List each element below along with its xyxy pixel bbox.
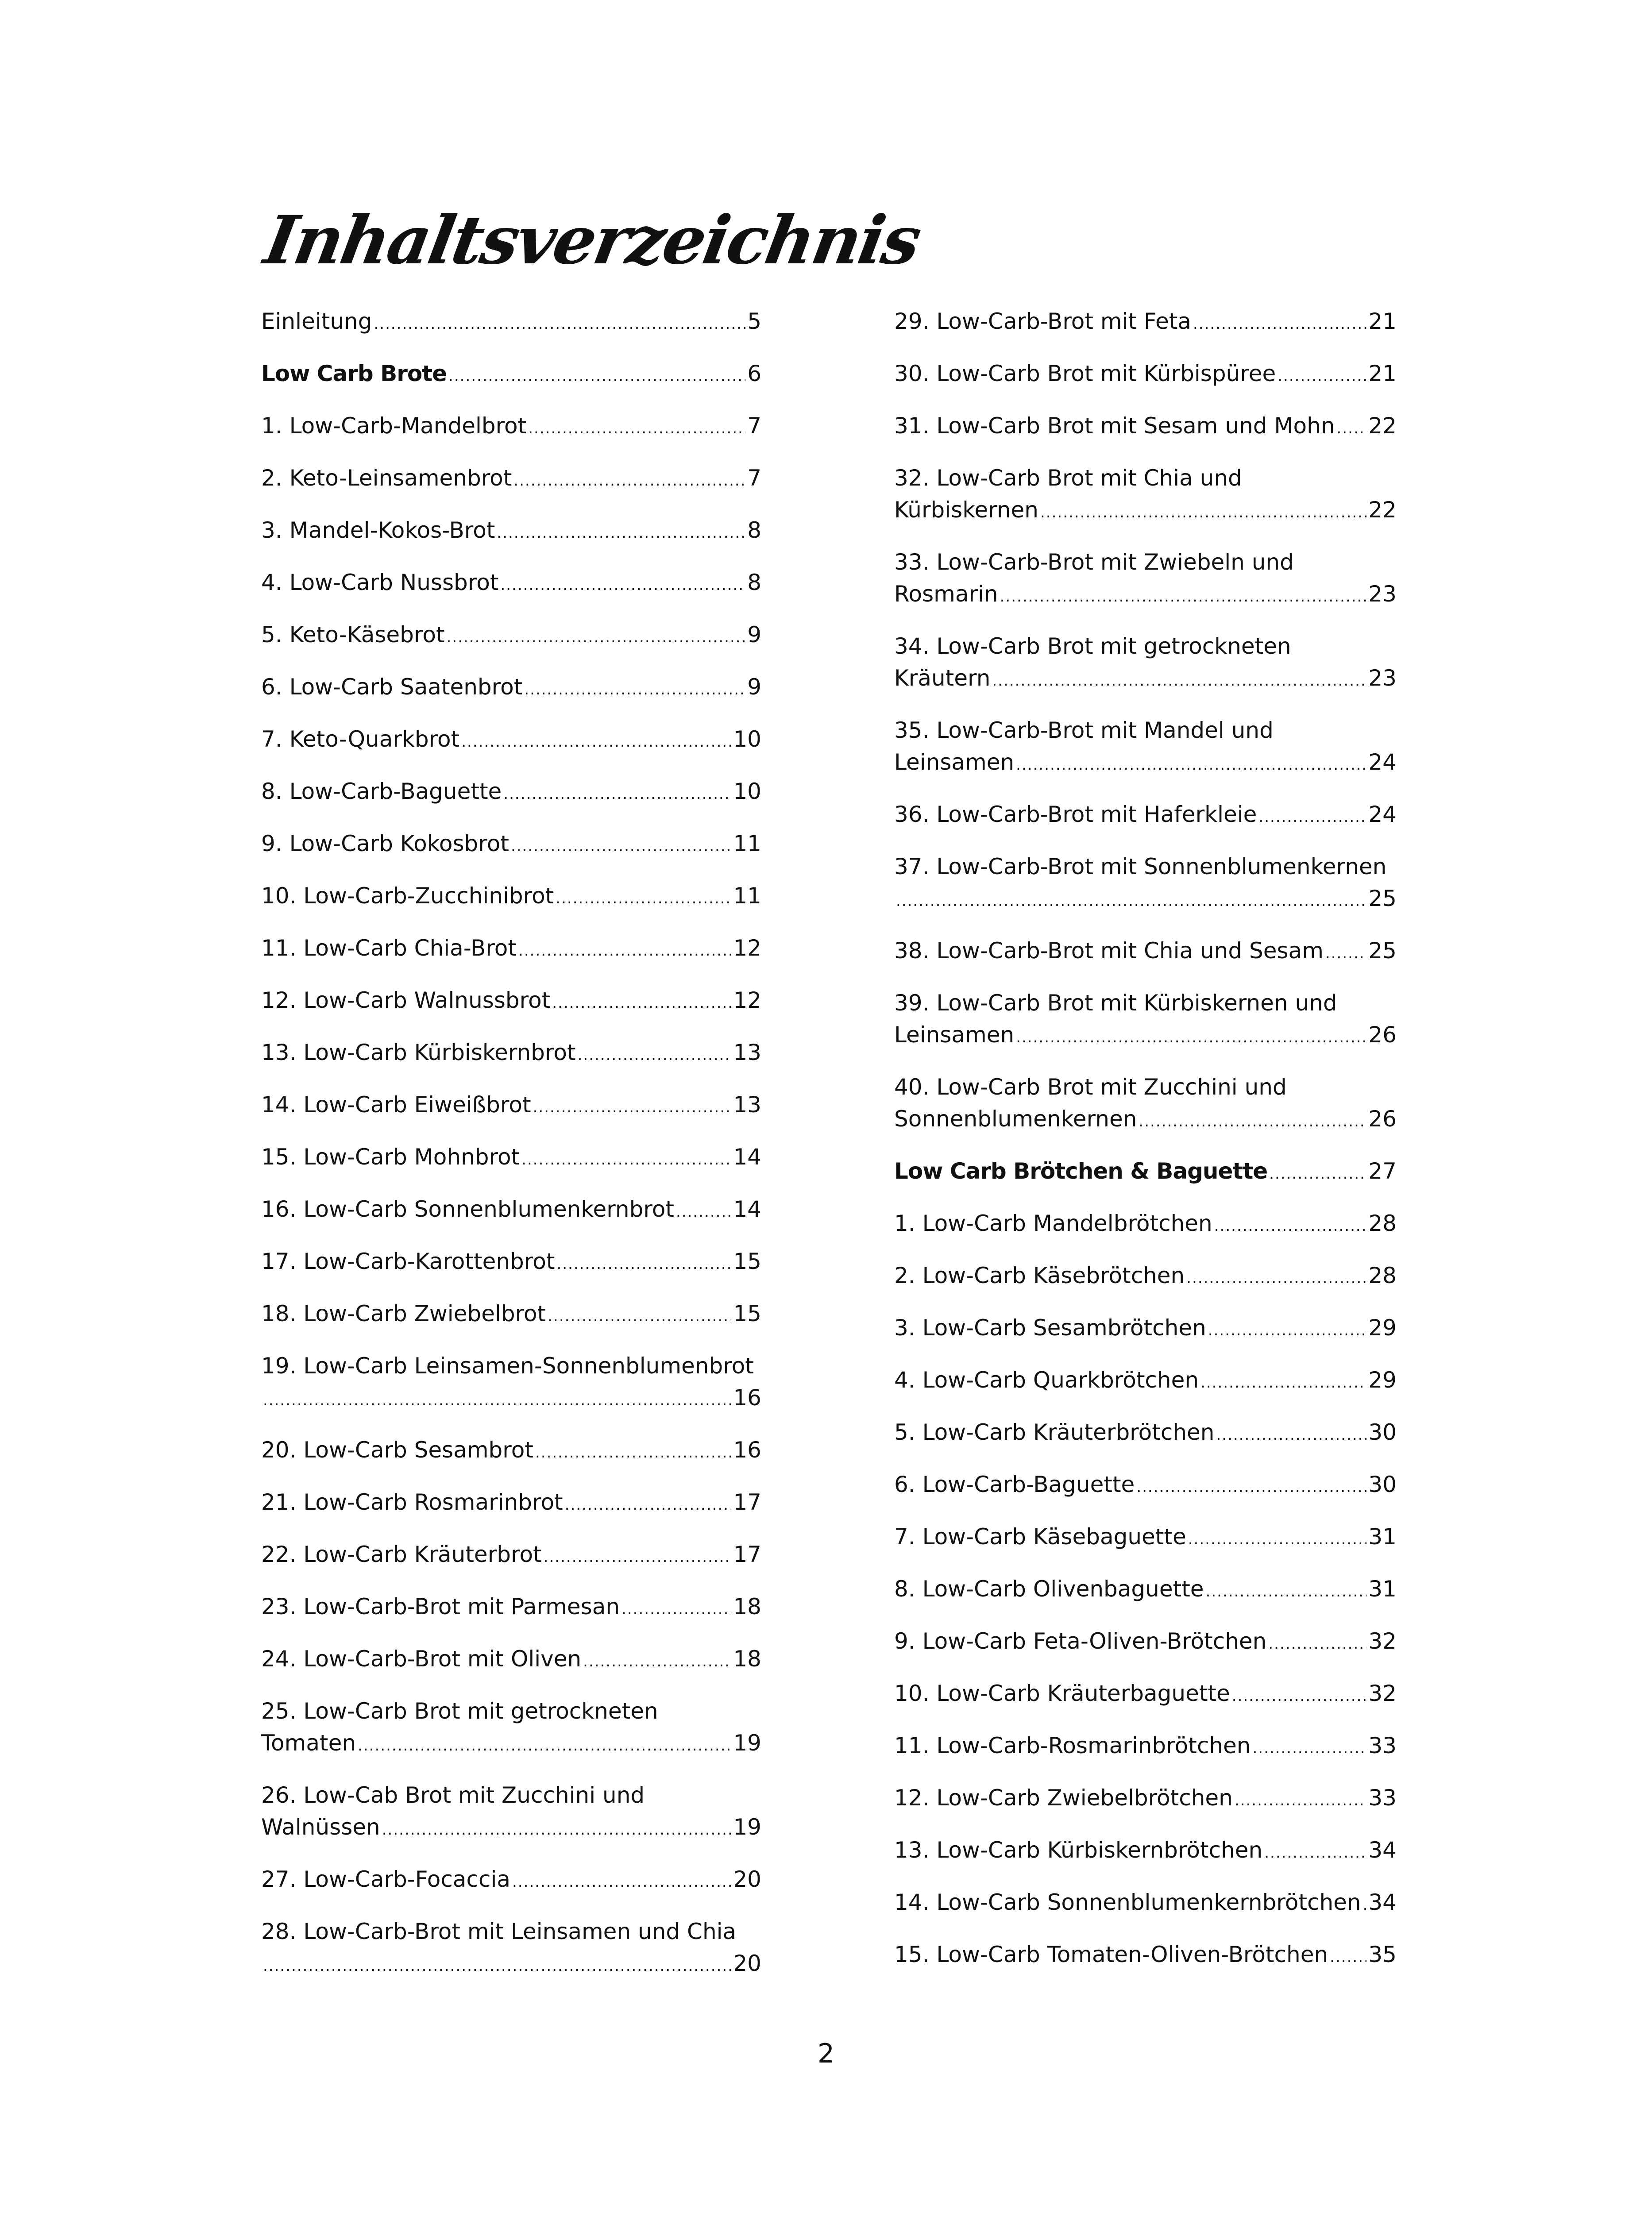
toc-entry[interactable] <box>261 723 761 758</box>
toc-entry-page: 35 <box>1368 1942 1397 1967</box>
toc-entry-title-line: 32. Low-Carb Brot mit Chia und <box>894 465 1242 491</box>
dot-leader <box>556 883 731 914</box>
toc-entry[interactable] <box>894 410 1397 444</box>
toc-entry-page: 26 <box>1368 1106 1397 1132</box>
dot-leader <box>544 1541 732 1573</box>
toc-entry-page: 31 <box>1368 1576 1397 1602</box>
toc-entry[interactable] <box>261 410 761 444</box>
toc-entry-label: Leinsamen <box>894 1022 1015 1048</box>
toc-entry[interactable] <box>261 305 761 340</box>
toc-entry-label: 20. Low-Carb Sesambrot <box>261 1437 533 1463</box>
toc-entry[interactable] <box>261 880 761 914</box>
toc-entry-page: 21 <box>1368 361 1397 386</box>
toc-entry[interactable] <box>261 1037 761 1071</box>
toc-entry[interactable] <box>261 1486 761 1521</box>
dot-leader <box>548 1300 731 1332</box>
dot-leader <box>513 465 745 497</box>
toc-entry-page: 34 <box>1368 1889 1397 1915</box>
toc-entry-page: 17 <box>733 1542 761 1567</box>
dot-leader <box>1278 360 1366 392</box>
toc-entry-page: 22 <box>1368 497 1397 523</box>
dot-leader <box>896 885 1366 917</box>
dot-leader <box>374 308 745 340</box>
toc-entry-label: Kräutern <box>894 665 991 691</box>
dot-leader <box>1235 1785 1367 1816</box>
dot-leader <box>565 1489 732 1521</box>
dot-leader <box>992 665 1366 697</box>
toc-entry-label: 24. Low-Carb-Brot mit Oliven <box>261 1646 582 1672</box>
dot-leader <box>1269 1158 1366 1190</box>
dot-leader <box>1206 1576 1367 1608</box>
toc-entry[interactable] <box>261 1434 761 1469</box>
toc-entry-title-line: 28. Low-Carb-Brot mit Leinsamen und Chia <box>261 1919 737 1944</box>
dot-leader <box>524 674 745 706</box>
toc-entry-page: 32 <box>1368 1681 1397 1706</box>
toc-entry-page: 6 <box>747 361 761 386</box>
toc-entry[interactable] <box>894 1677 1397 1712</box>
toc-entry-page: 28 <box>1368 1263 1397 1288</box>
toc-entry[interactable] <box>894 1071 1397 1137</box>
toc-entry-label: 3. Mandel-Kokos-Brot <box>261 517 495 543</box>
toc-entry[interactable] <box>261 1298 761 1332</box>
toc-entry-title-line: 39. Low-Carb Brot mit Kürbiskernen und <box>894 990 1337 1016</box>
toc-entry-label: 29. Low-Carb-Brot mit Feta <box>894 308 1191 334</box>
toc-entry-page: 7 <box>747 413 761 439</box>
toc-entry-label: 4. Low-Carb Nussbrot <box>261 570 499 595</box>
toc-entry[interactable] <box>261 1643 761 1677</box>
toc-entry-label: Low Carb Brötchen & Baguette <box>894 1158 1268 1184</box>
toc-entry-label: 4. Low-Carb Quarkbrötchen <box>894 1367 1199 1393</box>
toc-entry-page: 24 <box>1368 802 1397 827</box>
toc-section-heading[interactable] <box>261 358 761 392</box>
page-title: Inhaltsverzeichnis <box>259 201 926 279</box>
toc-entry-page: 12 <box>733 987 761 1013</box>
page-number: 2 <box>817 2038 835 2069</box>
toc-entry-label: 38. Low-Carb-Brot mit Chia und Sesam <box>894 938 1324 964</box>
toc-entry[interactable] <box>261 775 761 810</box>
toc-entry[interactable] <box>261 1141 761 1176</box>
toc-entry-page: 23 <box>1368 581 1397 607</box>
dot-leader <box>1188 1523 1367 1555</box>
toc-entry-page: 13 <box>733 1092 761 1118</box>
toc-entry-page: 28 <box>1368 1211 1397 1236</box>
dot-leader <box>358 1730 731 1762</box>
dot-leader <box>552 987 731 1019</box>
toc-entry-label: 9. Low-Carb Kokosbrot <box>261 831 509 856</box>
toc-entry[interactable] <box>261 1089 761 1123</box>
toc-entry-label: Sonnenblumenkernen <box>894 1106 1137 1132</box>
dot-leader <box>1268 1628 1366 1660</box>
toc-entry-label: 15. Low-Carb Tomaten-Oliven-Brötchen <box>894 1942 1328 1967</box>
toc-entry[interactable] <box>261 1695 761 1762</box>
toc-entry-page: 8 <box>747 570 761 595</box>
toc-entry-label: 17. Low-Carb-Karottenbrot <box>261 1249 555 1274</box>
dot-leader <box>1016 749 1366 781</box>
toc-entry-page: 33 <box>1368 1733 1397 1758</box>
toc-entry-page: 32 <box>1368 1628 1397 1654</box>
dot-leader <box>1139 1106 1366 1137</box>
dot-leader <box>1252 1732 1366 1764</box>
dot-leader <box>1193 308 1366 340</box>
toc-entry[interactable] <box>894 1730 1397 1764</box>
toc-entry-page: 19 <box>733 1730 761 1756</box>
dot-leader <box>500 569 745 601</box>
toc-entry-page: 31 <box>1368 1524 1397 1550</box>
toc-entry-page: 19 <box>733 1814 761 1840</box>
dot-leader <box>1040 497 1366 528</box>
dot-leader <box>448 360 745 392</box>
dot-leader <box>533 1091 732 1123</box>
dot-leader <box>512 1866 731 1898</box>
toc-entry[interactable] <box>894 1364 1397 1399</box>
toc-entry[interactable] <box>894 1312 1397 1346</box>
toc-entry[interactable] <box>261 567 761 601</box>
toc-entry-label: 5. Keto-Käsebrot <box>261 622 445 648</box>
toc-entry[interactable] <box>894 935 1397 969</box>
dot-leader <box>518 935 731 967</box>
dot-leader <box>1000 581 1367 613</box>
toc-entry-title-line: 40. Low-Carb Brot mit Zucchini und <box>894 1074 1287 1100</box>
dot-leader <box>447 621 746 653</box>
toc-entry[interactable] <box>261 1245 761 1280</box>
dot-leader <box>528 413 745 444</box>
toc-entry-page: 16 <box>733 1385 761 1411</box>
toc-entry-label: 7. Low-Carb Käsebaguette <box>894 1524 1186 1550</box>
toc-entry-page: 26 <box>1368 1022 1397 1048</box>
dot-leader <box>1186 1262 1366 1294</box>
toc-entry-page: 11 <box>733 831 761 856</box>
toc-entry[interactable] <box>894 987 1397 1053</box>
toc-entry-label: 13. Low-Carb Kürbiskernbrötchen <box>894 1837 1263 1863</box>
dot-leader <box>583 1646 731 1677</box>
toc-entry-page: 24 <box>1368 749 1397 775</box>
toc-entry[interactable] <box>894 1260 1397 1294</box>
toc-entry-label: 11. Low-Carb-Rosmarinbrötchen <box>894 1733 1251 1758</box>
toc-entry-page: 13 <box>733 1040 761 1065</box>
toc-entry-label: Leinsamen <box>894 749 1015 775</box>
toc-entry[interactable] <box>261 1916 761 1982</box>
toc-entry-label: 27. Low-Carb-Focaccia <box>261 1866 511 1892</box>
dot-leader <box>535 1437 731 1469</box>
toc-entry-page: 29 <box>1368 1315 1397 1341</box>
toc-entry[interactable] <box>894 305 1397 340</box>
toc-entry[interactable] <box>894 1939 1397 1973</box>
toc-entry-label: 9. Low-Carb Feta-Oliven-Brötchen <box>894 1628 1267 1654</box>
toc-entry-title-line: 34. Low-Carb Brot mit getrockneten <box>894 633 1291 659</box>
dot-leader <box>511 830 731 862</box>
toc-entry[interactable] <box>261 619 761 653</box>
toc-entry[interactable] <box>894 851 1397 917</box>
toc-entry[interactable] <box>894 358 1397 392</box>
dot-leader <box>1363 1889 1367 1921</box>
toc-entry-page: 8 <box>747 517 761 543</box>
toc-entry-page: 23 <box>1368 665 1397 691</box>
dot-leader <box>1264 1837 1366 1869</box>
dot-leader <box>1214 1210 1367 1242</box>
toc-entry[interactable] <box>894 1469 1397 1503</box>
toc-entry-title-line: 19. Low-Carb Leinsamen-Sonnenblumenbrot <box>261 1353 754 1379</box>
dot-leader <box>382 1814 732 1846</box>
toc-entry-label: 6. Low-Carb Saatenbrot <box>261 674 523 700</box>
toc-entry-label: 21. Low-Carb Rosmarinbrot <box>261 1489 563 1515</box>
toc-entry-label: 15. Low-Carb Mohnbrot <box>261 1144 520 1170</box>
toc-entry-label: 10. Low-Carb-Zucchinibrot <box>261 883 554 909</box>
dot-leader <box>1208 1315 1367 1346</box>
toc-entry-page: 12 <box>733 935 761 961</box>
toc-section-heading[interactable] <box>894 1155 1397 1190</box>
toc-entry-page: 9 <box>747 622 761 648</box>
toc-entry[interactable] <box>894 1625 1397 1660</box>
toc-entry[interactable] <box>894 1886 1397 1921</box>
toc-entry-title-line: 37. Low-Carb-Brot mit Sonnenblumenkernen <box>894 854 1387 879</box>
dot-leader <box>503 778 731 810</box>
toc-entry-label: 8. Low-Carb Olivenbaguette <box>894 1576 1204 1602</box>
toc-left-column <box>261 305 761 2000</box>
toc-entry-label: 5. Low-Carb Kräuterbrötchen <box>894 1419 1215 1445</box>
toc-entry-page: 17 <box>733 1489 761 1515</box>
toc-entry-title-line: 26. Low-Cab Brot mit Zucchini und <box>261 1782 645 1808</box>
toc-entry-label: 12. Low-Carb Walnussbrot <box>261 987 551 1013</box>
toc-entry-label: 14. Low-Carb Sonnenblumenkernbrötchen <box>894 1889 1361 1915</box>
toc-entry-label: 31. Low-Carb Brot mit Sesam und Mohn <box>894 413 1335 439</box>
toc-entry-page: 18 <box>733 1646 761 1672</box>
dot-leader <box>556 1248 731 1280</box>
toc-entry[interactable] <box>261 1350 761 1416</box>
toc-entry[interactable] <box>261 514 761 549</box>
toc-entry-title-line: 33. Low-Carb-Brot mit Zwiebeln und <box>894 549 1294 575</box>
toc-entry[interactable] <box>894 798 1397 833</box>
toc-entry-label: 1. Low-Carb-Mandelbrot <box>261 413 527 439</box>
toc-entry-label: 22. Low-Carb Kräuterbrot <box>261 1542 542 1567</box>
toc-entry[interactable] <box>261 828 761 862</box>
toc-entry-label: 14. Low-Carb Eiweißbrot <box>261 1092 531 1118</box>
toc-entry[interactable] <box>261 1591 761 1625</box>
toc-entry-label: 8. Low-Carb-Baguette <box>261 779 502 804</box>
toc-entry-label: Walnüssen <box>261 1814 380 1840</box>
toc-entry-label: Rosmarin <box>894 581 998 607</box>
dot-leader <box>1016 1022 1366 1053</box>
toc-entry-label: Kürbiskernen <box>894 497 1038 523</box>
dot-leader <box>1325 937 1366 969</box>
toc-entry-label: 6. Low-Carb-Baguette <box>894 1472 1135 1497</box>
toc-entry-label: Tomaten <box>261 1730 356 1756</box>
dot-leader <box>1330 1941 1366 1973</box>
toc-entry[interactable] <box>261 984 761 1019</box>
toc-entry-page: 14 <box>733 1196 761 1222</box>
toc-entry-page: 7 <box>747 465 761 491</box>
toc-entry-page: 15 <box>733 1301 761 1326</box>
toc-entry-label: 10. Low-Carb Kräuterbaguette <box>894 1681 1230 1706</box>
toc-entry-page: 30 <box>1368 1419 1397 1445</box>
toc-entry-label: 7. Keto-Quarkbrot <box>261 726 460 752</box>
dot-leader <box>497 517 745 549</box>
toc-entry-page: 18 <box>733 1594 761 1619</box>
toc-entry-page: 30 <box>1368 1472 1397 1497</box>
toc-entry[interactable] <box>894 462 1397 528</box>
dot-leader <box>621 1593 731 1625</box>
toc-entry-page: 29 <box>1368 1367 1397 1393</box>
toc-entry-label: 16. Low-Carb Sonnenblumenkernbrot <box>261 1196 674 1222</box>
toc-entry[interactable] <box>894 1416 1397 1451</box>
toc-entry-label: 18. Low-Carb Zwiebelbrot <box>261 1301 546 1326</box>
toc-entry-page: 27 <box>1368 1158 1397 1184</box>
toc-entry-page: 20 <box>733 1951 761 1976</box>
dot-leader <box>578 1039 732 1071</box>
toc-entry-page: 15 <box>733 1249 761 1274</box>
toc-entry[interactable] <box>894 1207 1397 1242</box>
toc-entry[interactable] <box>261 1193 761 1228</box>
dot-leader <box>1258 801 1366 833</box>
toc-entry[interactable] <box>261 1538 761 1573</box>
toc-entry[interactable] <box>894 714 1397 781</box>
toc-entry[interactable] <box>261 1863 761 1898</box>
toc-entry-label: 2. Low-Carb Käsebrötchen <box>894 1263 1185 1288</box>
toc-entry-page: 21 <box>1368 308 1397 334</box>
toc-entry-label: 12. Low-Carb Zwiebelbrötchen <box>894 1785 1233 1811</box>
toc-entry[interactable] <box>894 1834 1397 1869</box>
dot-leader <box>263 1950 731 1982</box>
toc-entry-label: 11. Low-Carb Chia-Brot <box>261 935 517 961</box>
toc-entry-page: 11 <box>733 883 761 909</box>
toc-entry-label: 1. Low-Carb Mandelbrötchen <box>894 1211 1212 1236</box>
toc-entry-page: 22 <box>1368 413 1397 439</box>
toc-entry-page: 5 <box>747 308 761 334</box>
dot-leader <box>1337 413 1367 444</box>
toc-entry[interactable] <box>261 671 761 706</box>
toc-entry[interactable] <box>894 546 1397 613</box>
toc-entry-title-line: 25. Low-Carb Brot mit getrockneten <box>261 1698 658 1724</box>
toc-entry-page: 10 <box>733 779 761 804</box>
toc-entry-label: 2. Keto-Leinsamenbrot <box>261 465 512 491</box>
toc-entry-page: 25 <box>1368 938 1397 964</box>
toc-entry[interactable] <box>261 1779 761 1846</box>
dot-leader <box>1136 1471 1366 1503</box>
toc-entry-page: 20 <box>733 1866 761 1892</box>
toc-entry[interactable] <box>894 1782 1397 1816</box>
toc-entry-page: 34 <box>1368 1837 1397 1863</box>
toc-entry-page: 25 <box>1368 886 1397 911</box>
dot-leader <box>1216 1419 1366 1451</box>
toc-entry-label: 36. Low-Carb-Brot mit Haferkleie <box>894 802 1257 827</box>
dot-leader <box>263 1384 731 1416</box>
toc-entry[interactable] <box>261 932 761 967</box>
toc-entry[interactable] <box>894 630 1397 697</box>
toc-entry-page: 9 <box>747 674 761 700</box>
toc-entry[interactable] <box>894 1521 1397 1555</box>
toc-entry-label: 30. Low-Carb Brot mit Kürbispüree <box>894 361 1276 386</box>
dot-leader <box>461 726 731 758</box>
toc-entry-page: 16 <box>733 1437 761 1463</box>
dot-leader <box>1232 1680 1367 1712</box>
toc-entry-title-line: 35. Low-Carb-Brot mit Mandel und <box>894 717 1274 743</box>
toc-entry-page: 14 <box>733 1144 761 1170</box>
toc-entry[interactable] <box>894 1573 1397 1608</box>
toc-entry-label: Einleitung <box>261 308 372 334</box>
dot-leader <box>1200 1367 1366 1399</box>
toc-entry-page: 33 <box>1368 1785 1397 1811</box>
dot-leader <box>676 1196 731 1228</box>
dot-leader <box>521 1144 731 1176</box>
toc-right-column <box>894 305 1397 1991</box>
toc-entry-label: Low Carb Brote <box>261 361 447 386</box>
toc-entry-label: 23. Low-Carb-Brot mit Parmesan <box>261 1594 620 1619</box>
toc-entry-page: 10 <box>733 726 761 752</box>
toc-entry-label: 3. Low-Carb Sesambrötchen <box>894 1315 1206 1341</box>
toc-entry-label: 13. Low-Carb Kürbiskernbrot <box>261 1040 576 1065</box>
toc-entry[interactable] <box>261 462 761 497</box>
